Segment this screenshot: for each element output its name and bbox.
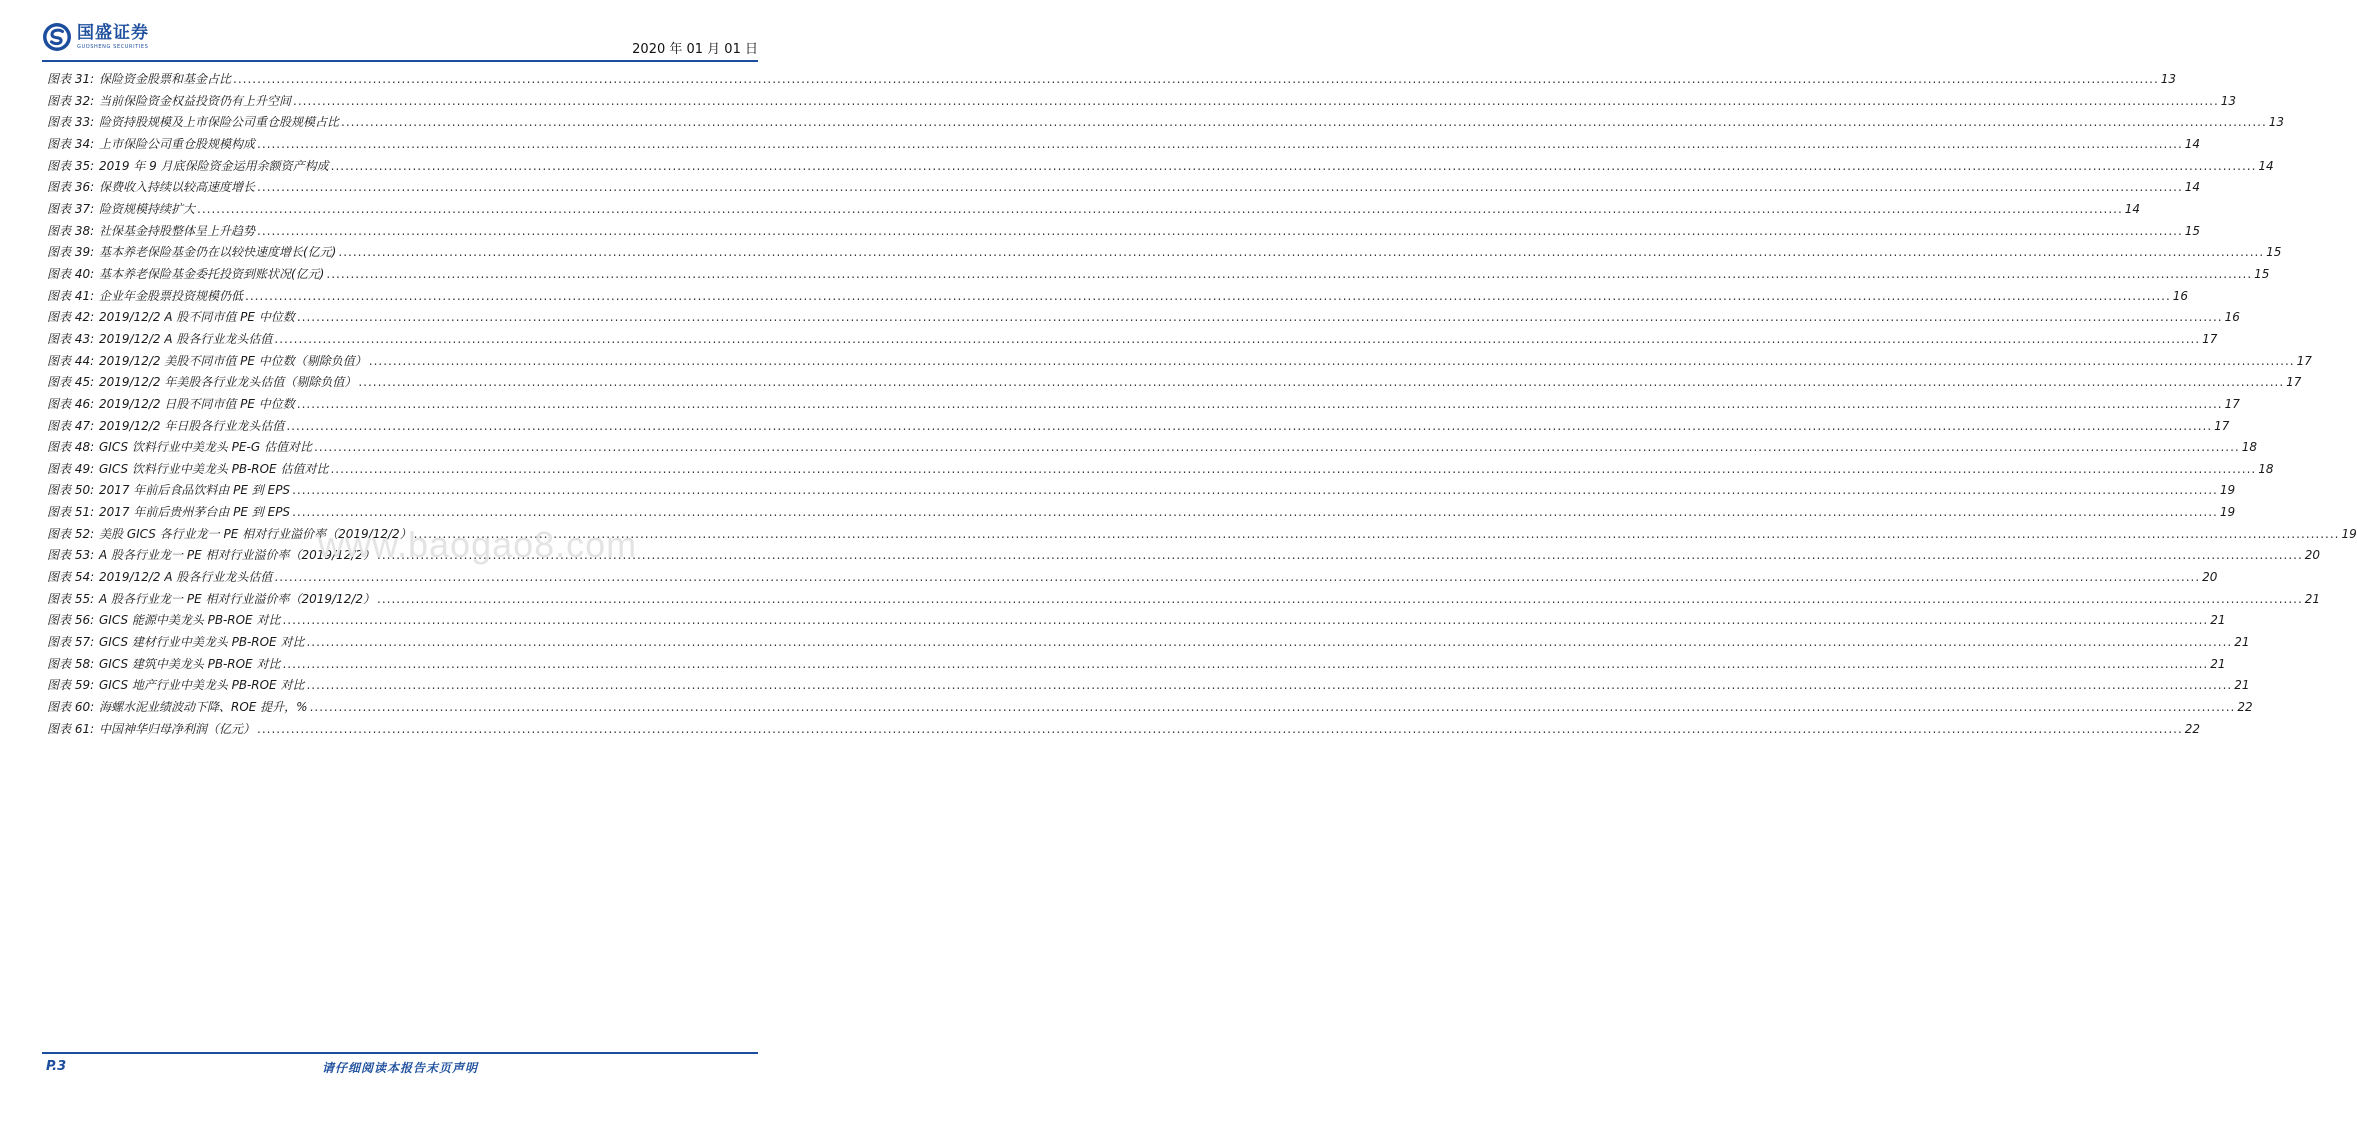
toc-entry[interactable] bbox=[47, 200, 2141, 222]
toc-dot-leader: ................................................................................................................................................................................................................................................................................................................................................................................................................ bbox=[326, 266, 2253, 281]
toc-figure-number: 图表 47: bbox=[47, 418, 95, 433]
toc-page-number: 16 bbox=[2224, 310, 2240, 325]
toc-figure-number: 图表 46: bbox=[47, 396, 95, 411]
toc-page-number: 14 bbox=[2184, 136, 2201, 151]
toc-page-number: 15 bbox=[2184, 223, 2201, 238]
toc-dot-leader: ................................................................................................................................................................................................................................................................................................................................................................................................................ bbox=[338, 245, 2265, 260]
header-divider bbox=[42, 60, 758, 62]
toc-page-number: 22 bbox=[2184, 721, 2201, 736]
toc-entry[interactable] bbox=[47, 611, 2226, 633]
toc-entry[interactable] bbox=[47, 287, 2189, 309]
toc-entry[interactable] bbox=[47, 113, 2285, 135]
toc-figure-title: 险资规模持续扩大 bbox=[99, 201, 196, 216]
toc-entry[interactable] bbox=[47, 438, 2258, 460]
toc-page-number: 20 bbox=[2304, 548, 2321, 563]
toc-figure-number: 图表 53: bbox=[47, 548, 95, 563]
toc-page-number: 21 bbox=[2210, 656, 2226, 671]
toc-figure-title: 美股 GICS 各行业龙一 PE 相对行业溢价率（2019/12/2） bbox=[99, 526, 412, 541]
toc-dot-leader: ................................................................................................................................................................................................................................................................................................................................................................................................................ bbox=[296, 310, 2223, 325]
toc-figure-title: 2019/12/2 日股不同市值 PE 中位数 bbox=[99, 396, 295, 411]
toc-entry[interactable] bbox=[47, 222, 2201, 244]
toc-dot-leader: ................................................................................................................................................................................................................................................................................................................................................................................................................ bbox=[257, 223, 2183, 238]
toc-figure-number: 图表 38: bbox=[47, 223, 95, 238]
toc-page-number: 17 bbox=[2286, 375, 2302, 390]
toc-figure-number: 图表 49: bbox=[47, 461, 95, 476]
toc-dot-leader: ................................................................................................................................................................................................................................................................................................................................................................................................................ bbox=[274, 331, 2201, 346]
footer-disclaimer: 请仔细阅读本报告末页声明 bbox=[321, 1061, 478, 1075]
toc-figure-number: 图表 43: bbox=[47, 331, 95, 346]
toc-entry[interactable] bbox=[47, 243, 2282, 265]
toc-dot-leader: ................................................................................................................................................................................................................................................................................................................................................................................................................ bbox=[306, 678, 2233, 693]
company-logo bbox=[42, 22, 149, 52]
toc-page-number: 17 bbox=[2202, 331, 2218, 346]
toc-figure-number: 图表 52: bbox=[47, 526, 95, 541]
toc-figure-number: 图表 39: bbox=[47, 245, 95, 260]
toc-dot-leader: ................................................................................................................................................................................................................................................................................................................................................................................................................ bbox=[292, 483, 2218, 498]
toc-figure-title: 2019/12/2 A 股各行业龙头估值 bbox=[99, 570, 273, 585]
toc-dot-leader: ................................................................................................................................................................................................................................................................................................................................................................................................................ bbox=[257, 721, 2183, 736]
toc-figure-number: 图表 31: bbox=[47, 72, 95, 86]
toc-figure-title: 2019/12/2 A 股不同市值 PE 中位数 bbox=[99, 310, 295, 325]
toc-figure-number: 图表 60: bbox=[47, 700, 95, 715]
toc-figure-title: 基本养老保险基金委托投资到账状况(亿元) bbox=[99, 266, 325, 281]
toc-figure-title: 2019/12/2 A 股各行业龙头估值 bbox=[99, 331, 273, 346]
toc-dot-leader: ................................................................................................................................................................................................................................................................................................................................................................................................................ bbox=[368, 353, 2295, 368]
toc-page-number: 13 bbox=[2160, 72, 2177, 86]
toc-page-number: 17 bbox=[2296, 353, 2312, 368]
guosheng-logo-icon bbox=[42, 22, 72, 52]
toc-figure-title: A 股各行业龙一 PE 相对行业溢价率（2019/12/2） bbox=[99, 591, 376, 606]
toc-dot-leader: ................................................................................................................................................................................................................................................................................................................................................................................................................ bbox=[197, 201, 2123, 216]
toc-entry[interactable] bbox=[47, 417, 2230, 439]
toc-entry[interactable] bbox=[47, 178, 2201, 200]
toc-figure-title: 2017 年前后食品饮料由 PE 到 EPS bbox=[99, 483, 291, 498]
toc-figure-number: 图表 61: bbox=[47, 721, 95, 736]
toc-entry[interactable] bbox=[47, 590, 2321, 612]
toc-page-number: 21 bbox=[2234, 678, 2250, 693]
toc-entry[interactable] bbox=[47, 676, 2250, 698]
toc-entry[interactable] bbox=[47, 698, 2253, 720]
toc-figure-title: 保险资金股票和基金占比 bbox=[99, 72, 232, 86]
toc-figure-title: 2017 年前后贵州茅台由 PE 到 EPS bbox=[99, 505, 291, 520]
toc-entry[interactable] bbox=[47, 460, 2274, 482]
toc-figure-title: 2019/12/2 年日股各行业龙头估值 bbox=[99, 418, 285, 433]
toc-dot-leader: ................................................................................................................................................................................................................................................................................................................................................................................................................ bbox=[330, 461, 2257, 476]
toc-figure-number: 图表 50: bbox=[47, 483, 95, 498]
toc-figure-title: 保费收入持续以较高速度增长 bbox=[99, 180, 256, 195]
toc-dot-leader: ................................................................................................................................................................................................................................................................................................................................................................................................................ bbox=[341, 115, 2267, 130]
toc-figure-title: 基本养老保险基金仍在以较快速度增长(亿元) bbox=[99, 245, 337, 260]
toc-figure-number: 图表 32: bbox=[47, 93, 95, 108]
toc-entry[interactable] bbox=[47, 352, 2312, 374]
toc-figure-number: 图表 57: bbox=[47, 635, 95, 650]
toc-figure-title: 海螺水泥业绩波动下降、ROE 提升，% bbox=[99, 700, 308, 715]
toc-figure-number: 图表 56: bbox=[47, 613, 95, 628]
toc-figure-title: 2019/12/2 年美股各行业龙头估值（剔除负值） bbox=[99, 375, 357, 390]
toc-figure-number: 图表 45: bbox=[47, 375, 95, 390]
toc-figure-title: 中国神华归母净利润（亿元） bbox=[99, 721, 256, 736]
toc-page-number: 19 bbox=[2219, 505, 2236, 520]
toc-entry[interactable] bbox=[47, 720, 2201, 742]
watermark: www.baogao8.com bbox=[318, 524, 638, 565]
toc-dot-leader: ................................................................................................................................................................................................................................................................................................................................................................................................................ bbox=[274, 570, 2201, 585]
toc-figure-title: 上市保险公司重仓股规模构成 bbox=[99, 136, 256, 151]
logo-chinese-name: 国盛证券 bbox=[77, 22, 149, 43]
toc-page-number: 17 bbox=[2214, 418, 2230, 433]
page-number: P.3 bbox=[46, 1059, 67, 1074]
page-header bbox=[42, 22, 758, 58]
toc-figure-number: 图表 41: bbox=[47, 288, 95, 303]
toc-figure-number: 图表 35: bbox=[47, 158, 95, 173]
toc-page-number: 14 bbox=[2184, 180, 2201, 195]
toc-figure-title: 企业年金股票投资规模仍低 bbox=[99, 288, 244, 303]
toc-figure-number: 图表 58: bbox=[47, 656, 95, 671]
logo-english-name: GUOSHENG SECURITIES bbox=[77, 43, 149, 50]
toc-figure-title: 当前保险资金权益投资仍有上升空间 bbox=[99, 93, 292, 108]
toc-page-number: 16 bbox=[2172, 288, 2189, 303]
toc-figure-title: GICS 建筑中美龙头 PB-ROE 对比 bbox=[99, 656, 281, 671]
toc-dot-leader: ................................................................................................................................................................................................................................................................................................................................................................................................................ bbox=[309, 700, 2236, 715]
toc-page-number: 13 bbox=[2220, 93, 2237, 108]
toc-figure-number: 图表 37: bbox=[47, 201, 95, 216]
toc-figure-number: 图表 42: bbox=[47, 310, 95, 325]
toc-dot-leader: ................................................................................................................................................................................................................................................................................................................................................................................................................ bbox=[292, 505, 2218, 520]
toc-page-number: 21 bbox=[2234, 635, 2250, 650]
toc-figure-number: 图表 55: bbox=[47, 591, 95, 606]
toc-dot-leader: ................................................................................................................................................................................................................................................................................................................................................................................................................ bbox=[282, 613, 2209, 628]
toc-figure-number: 图表 44: bbox=[47, 353, 95, 368]
figure-index-list bbox=[47, 70, 2357, 741]
toc-entry[interactable] bbox=[47, 481, 2236, 503]
toc-dot-leader: ................................................................................................................................................................................................................................................................................................................................................................................................................ bbox=[286, 418, 2213, 433]
toc-dot-leader: ................................................................................................................................................................................................................................................................................................................................................................................................................ bbox=[245, 288, 2171, 303]
toc-entry[interactable] bbox=[47, 308, 2240, 330]
toc-figure-title: A 股各行业龙一 PE 相对行业溢价率（2019/12/2） bbox=[99, 548, 376, 563]
toc-entry[interactable] bbox=[47, 568, 2218, 590]
toc-figure-number: 图表 33: bbox=[47, 115, 95, 130]
toc-page-number: 18 bbox=[2258, 461, 2274, 476]
toc-dot-leader: ................................................................................................................................................................................................................................................................................................................................................................................................................ bbox=[330, 158, 2257, 173]
toc-page-number: 22 bbox=[2237, 700, 2253, 715]
toc-page-number: 13 bbox=[2268, 115, 2285, 130]
toc-entry[interactable] bbox=[47, 70, 2177, 92]
toc-dot-leader: ................................................................................................................................................................................................................................................................................................................................................................................................................ bbox=[313, 440, 2240, 455]
toc-dot-leader: ................................................................................................................................................................................................................................................................................................................................................................................................................ bbox=[282, 656, 2209, 671]
toc-page-number: 14 bbox=[2258, 158, 2274, 173]
toc-figure-title: 社保基金持股整体呈上升趋势 bbox=[99, 223, 256, 238]
toc-dot-leader: ................................................................................................................................................................................................................................................................................................................................................................................................................ bbox=[233, 72, 2159, 86]
report-date: 2020 年 01 月 01 日 bbox=[632, 42, 758, 57]
toc-dot-leader: ................................................................................................................................................................................................................................................................................................................................................................................................................ bbox=[377, 548, 2303, 563]
toc-dot-leader: ................................................................................................................................................................................................................................................................................................................................................................................................................ bbox=[377, 591, 2303, 606]
toc-dot-leader: ................................................................................................................................................................................................................................................................................................................................................................................................................ bbox=[257, 136, 2183, 151]
toc-page-number: 21 bbox=[2210, 613, 2226, 628]
toc-figure-number: 图表 36: bbox=[47, 180, 95, 195]
toc-figure-number: 图表 34: bbox=[47, 136, 95, 151]
toc-dot-leader: ................................................................................................................................................................................................................................................................................................................................................................................................................ bbox=[296, 396, 2223, 411]
toc-figure-number: 图表 59: bbox=[47, 678, 95, 693]
toc-figure-number: 图表 54: bbox=[47, 570, 95, 585]
toc-dot-leader: ................................................................................................................................................................................................................................................................................................................................................................................................................ bbox=[293, 93, 2219, 108]
toc-figure-number: 图表 48: bbox=[47, 440, 95, 455]
toc-entry[interactable] bbox=[47, 503, 2236, 525]
toc-figure-title: GICS 饮料行业中美龙头 PE-G 估值对比 bbox=[99, 440, 312, 455]
toc-dot-leader: ................................................................................................................................................................................................................................................................................................................................................................................................................ bbox=[413, 526, 2340, 541]
toc-dot-leader: ................................................................................................................................................................................................................................................................................................................................................................................................................ bbox=[257, 180, 2183, 195]
toc-page-number: 15 bbox=[2254, 266, 2270, 281]
toc-page-number: 19 bbox=[2219, 483, 2236, 498]
toc-page-number: 20 bbox=[2202, 570, 2218, 585]
toc-dot-leader: ................................................................................................................................................................................................................................................................................................................................................................................................................ bbox=[358, 375, 2285, 390]
footer-divider bbox=[42, 1052, 758, 1054]
toc-entry[interactable] bbox=[47, 265, 2270, 287]
toc-figure-title: 2019/12/2 美股不同市值 PE 中位数（剔除负值） bbox=[99, 353, 367, 368]
toc-page-number: 18 bbox=[2241, 440, 2258, 455]
toc-entry[interactable] bbox=[47, 92, 2237, 114]
toc-figure-number: 图表 40: bbox=[47, 266, 95, 281]
toc-page-number: 21 bbox=[2304, 591, 2321, 606]
toc-entry[interactable] bbox=[47, 135, 2201, 157]
toc-figure-title: GICS 建材行业中美龙头 PB-ROE 对比 bbox=[99, 635, 305, 650]
toc-page-number: 15 bbox=[2266, 245, 2282, 260]
toc-figure-title: GICS 饮料行业中美龙头 PB-ROE 估值对比 bbox=[99, 461, 329, 476]
toc-entry[interactable] bbox=[47, 633, 2250, 655]
toc-figure-title: GICS 能源中美龙头 PB-ROE 对比 bbox=[99, 613, 281, 628]
toc-entry[interactable] bbox=[47, 157, 2274, 179]
toc-entry[interactable] bbox=[47, 395, 2240, 417]
toc-figure-title: 险资持股规模及上市保险公司重仓股规模占比 bbox=[99, 115, 340, 130]
toc-entry[interactable] bbox=[47, 330, 2218, 352]
toc-figure-number: 图表 51: bbox=[47, 505, 95, 520]
toc-figure-title: GICS 地产行业中美龙头 PB-ROE 对比 bbox=[99, 678, 305, 693]
toc-figure-title: 2019 年 9 月底保险资金运用余额资产构成 bbox=[99, 158, 329, 173]
toc-page-number: 17 bbox=[2224, 396, 2240, 411]
toc-page-number: 14 bbox=[2124, 201, 2141, 216]
toc-dot-leader: ................................................................................................................................................................................................................................................................................................................................................................................................................ bbox=[306, 635, 2233, 650]
toc-entry[interactable] bbox=[47, 655, 2226, 677]
toc-entry[interactable] bbox=[47, 373, 2302, 395]
toc-page-number: 19 bbox=[2341, 526, 2357, 541]
